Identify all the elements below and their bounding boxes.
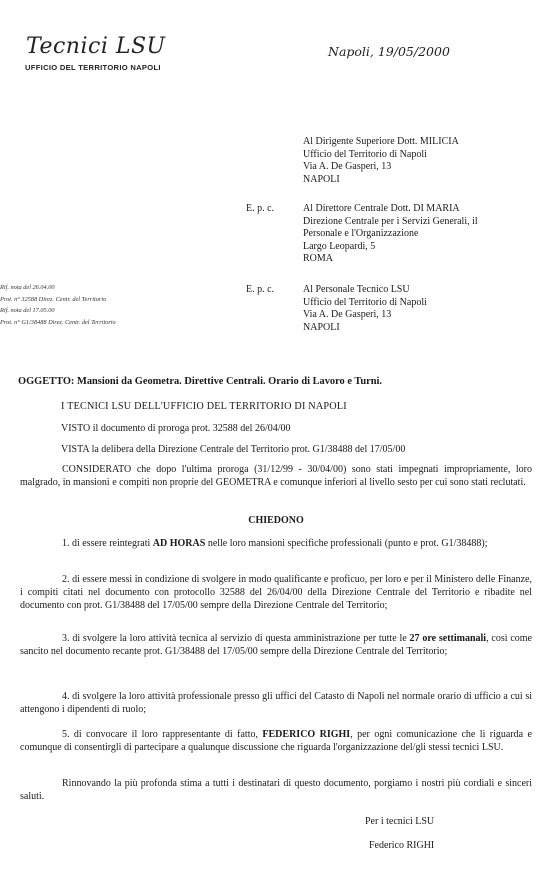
- recipient-line: Al Direttore Centrale Dott. DI MARIA: [303, 203, 460, 214]
- request-text: 5. di convocare il loro rappresentante di fatto,: [62, 729, 263, 740]
- request-item-3: [20, 632, 532, 658]
- request-emphasis: AD HORAS: [152, 538, 206, 549]
- request-text: 1. di essere reintegrati: [62, 538, 153, 549]
- premise-considerato: [20, 463, 532, 489]
- request-emphasis: 27 ore settimanali: [409, 633, 487, 644]
- premise-keyword: VISTA: [61, 444, 90, 455]
- recipient-line: Al Personale Tecnico LSU: [303, 284, 410, 295]
- subject-label: OGGETTO:: [18, 376, 75, 387]
- subject-line: [18, 375, 530, 388]
- reference-line: Prot. n° G1/38488 Direz. Centr. del Territorio: [0, 318, 116, 326]
- recipient-line: Largo Leopardi, 5: [303, 240, 376, 252]
- signature-line-1: Per i tecnici LSU: [365, 816, 435, 827]
- intro-heading: I TECNICI LSU DELL'UFFICIO DEL TERRITORIO DI NAPOLI: [61, 401, 347, 412]
- reference-line: Prot. n° 32588 Direz. Centr. del Territorio: [0, 295, 107, 303]
- letterhead-logo: Tecnici LSU: [26, 34, 166, 59]
- request-text: 3. di svolgere la loro attività tecnica al servizio di questa amministrazione per tutte le: [62, 633, 410, 644]
- request-item-2: 2. di essere messi in condizione di svolgere in modo qualificante e proficuo, per loro e per il Ministero delle Finanze, i compiti citati nel documento con protocollo 32588 del 26/04/00 della Direzione Centrale del Territorio e ribadite nel documento con prot. G1/38488 del 17/05/00 sempre della Direzione Centrale del Territorio;: [20, 574, 532, 612]
- reference-line: Rif. nota del 17.05.00: [0, 307, 55, 314]
- subject-text: Mansioni da Geometra. Direttive Centrali. Orario di Lavoro e Turni.: [77, 376, 382, 387]
- recipient-line: Personale e l'Organizzazione: [303, 228, 419, 240]
- recipient-cc-2: [303, 284, 550, 334]
- premise-keyword: VISTO: [61, 423, 91, 434]
- request-emphasis: FEDERICO RIGHI: [262, 729, 351, 740]
- reference-notes: [0, 282, 230, 328]
- request-item-4: 4. di svolgere la loro attività professionale presso gli uffici del Catasto di Napoli nel normale orario di ufficio a cui si attengono i dipendenti di ruolo;: [20, 691, 532, 716]
- premise-visto-2: [61, 443, 531, 456]
- recipient-line: NAPOLI: [303, 173, 340, 185]
- request-text: , per ogni comunicazione che li riguarda e comunque di consentirgli di partecipare a qualunque discussione che riguarda l'organizzazione del/gli stessi tecnici LSU.: [20, 729, 532, 754]
- request-heading: CHIEDONO: [248, 515, 304, 526]
- letter-date: Napoli, 19/05/2000: [328, 44, 450, 59]
- reference-line: Rif. nota del 26.04.00: [0, 284, 55, 291]
- premise-keyword: CONSIDERATO: [62, 464, 132, 475]
- premise-visto-1: [61, 422, 531, 435]
- recipient-line: Via A. De Gasperi, 13: [303, 309, 392, 321]
- recipient-line: ROMA: [303, 253, 334, 265]
- recipient-line: Ufficio del Territorio di Napoli: [303, 296, 427, 308]
- recipient-cc-1: [303, 203, 550, 266]
- request-item-5: [20, 728, 532, 754]
- recipient-line: Via A. De Gasperi, 13: [303, 161, 392, 173]
- request-text: nelle loro mansioni specifiche professionali (punto e prot. G1/38488);: [205, 538, 488, 549]
- closing-paragraph: Rinnovando la più profonda stima a tutti i destinatari di questo documento, porgiamo i nostri più cordiali e sinceri saluti.: [20, 778, 532, 803]
- recipient-line: Al Dirigente Superiore Dott. MILICIA: [303, 136, 459, 147]
- epc-label: E. p. c.: [246, 284, 275, 295]
- letterhead-office: UFFICIO DEL TERRITORIO NAPOLI: [25, 63, 161, 72]
- signature-name: Federico RIGHI: [369, 840, 435, 851]
- recipient-line: Ufficio del Territorio di Napoli: [303, 148, 427, 160]
- premise-text: la delibera della Direzione Centrale del Territorio prot. G1/38488 del 17/05/00: [89, 444, 406, 455]
- premise-text: il documento di proroga prot. 32588 del 26/04/00: [90, 423, 291, 434]
- recipient-line: Direzione Centrale per i Servizi Generali, il: [303, 215, 478, 227]
- premise-text: che dopo l'ultima proroga (31/12/99 - 30/04/00) sono stati impegnati impropriamente, loro malgrado, in mansioni e compiti non proprie del GEOMETRA e comunque inferiori al livello sesto per cui sono stati reclutati.: [20, 464, 532, 489]
- request-item-1: [20, 537, 532, 550]
- recipient-line: NAPOLI: [303, 321, 340, 333]
- epc-label: E. p. c.: [246, 203, 275, 214]
- request-text: , così come sancito nel documento recante prot. G1/38488 del 17/05/00 sempre della Direzione Centrale del Territorio;: [20, 633, 532, 658]
- recipient-main: [303, 136, 550, 186]
